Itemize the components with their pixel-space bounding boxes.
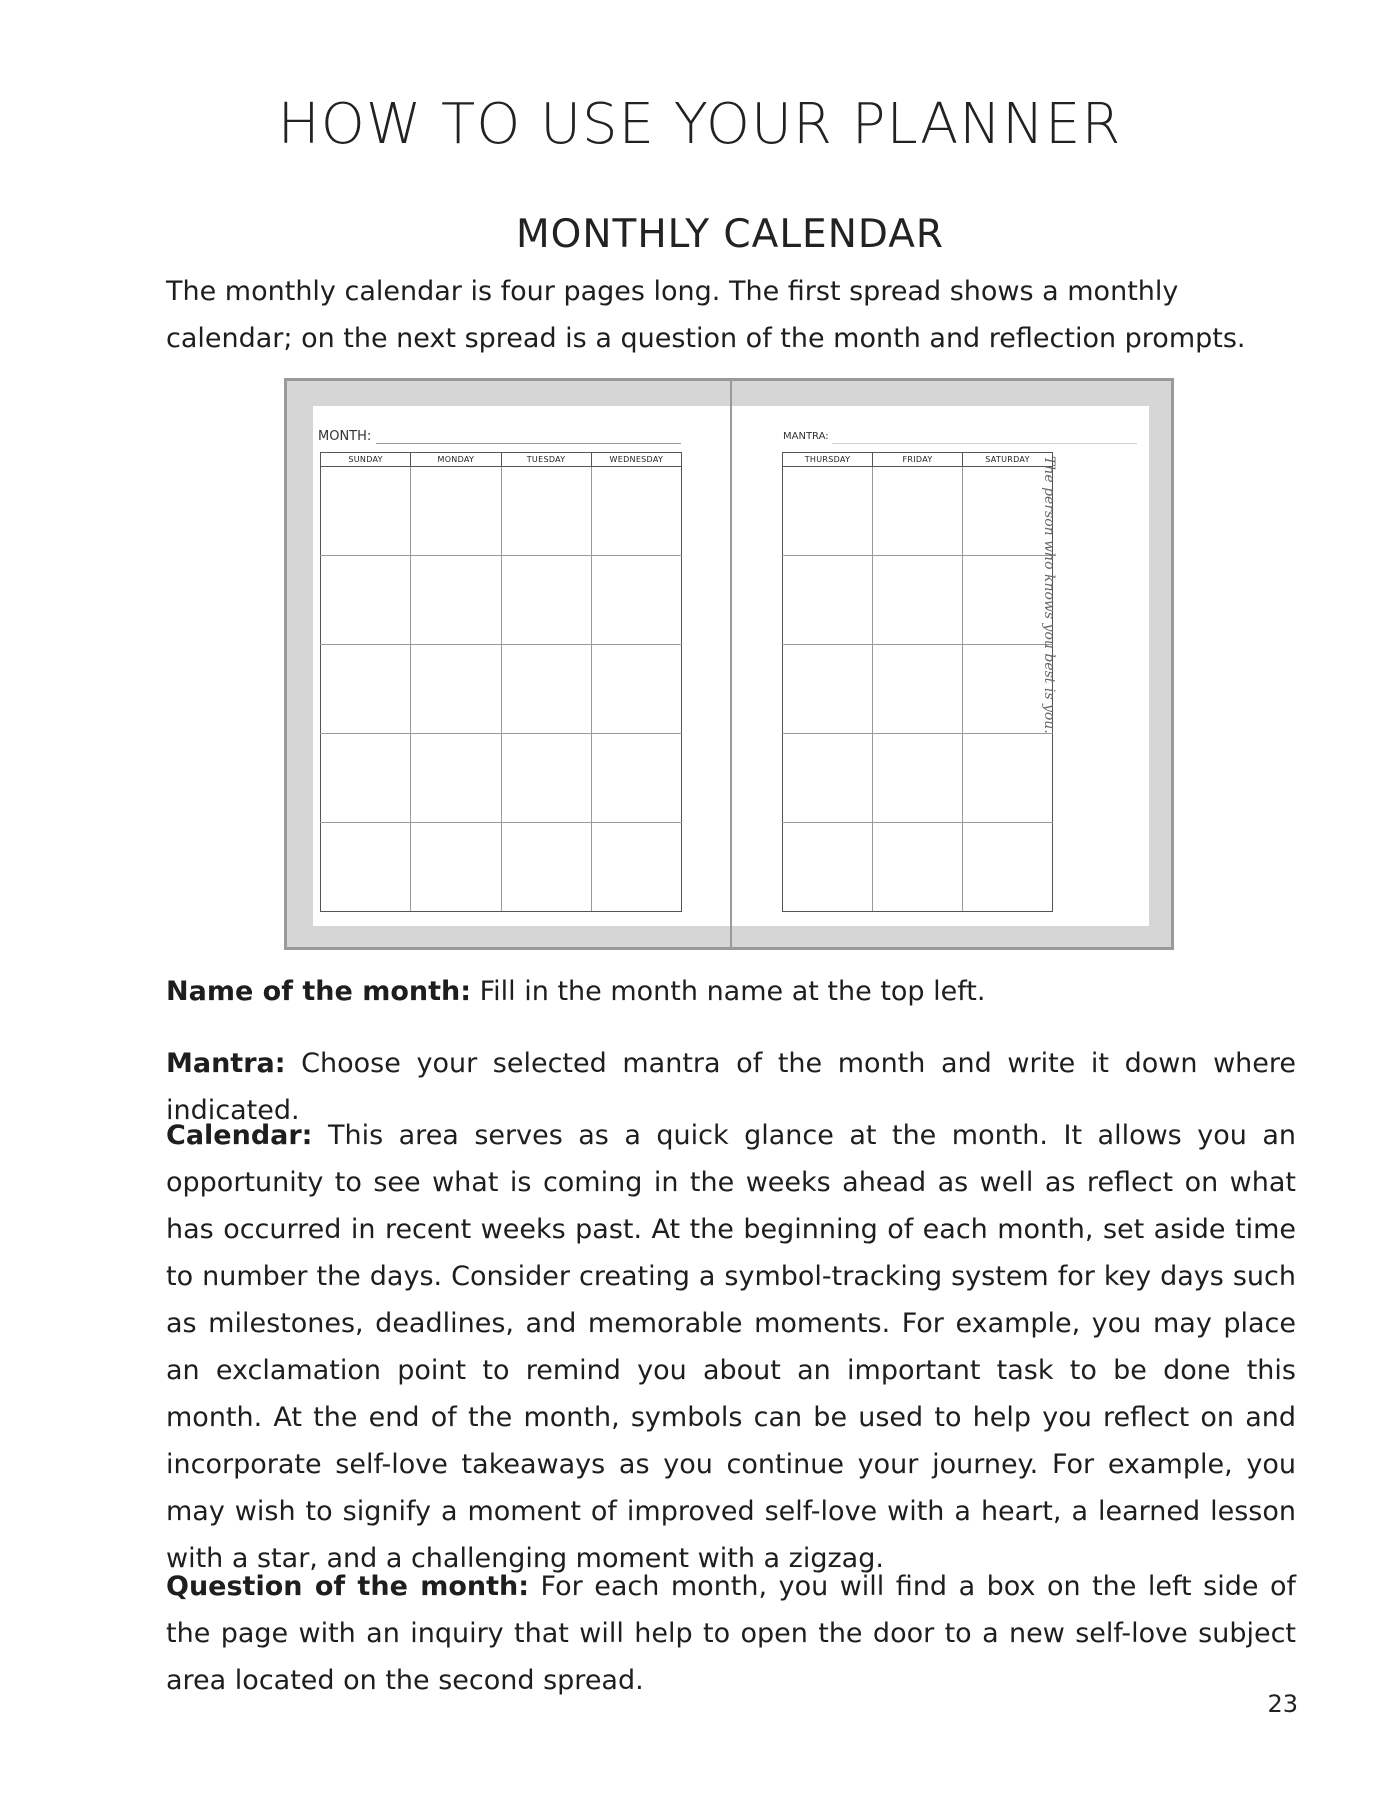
calendar-grid-left bbox=[320, 452, 682, 912]
day-cell bbox=[873, 467, 963, 556]
question-heading: Question of the month: bbox=[166, 1571, 530, 1602]
day-header-wednesday: WEDNESDAY bbox=[591, 453, 681, 467]
calendar-grid-right bbox=[782, 452, 1053, 912]
calendar-text: This area serves as a quick glance at the month. It allows you an opportunity to see what is coming in the weeks ahead as well as reflect on what has occurred in recent weeks past. At the beginning of each month, set aside time to number the days. Consider creating a symbol-tracking system for key days such as milestones, deadlines, and memorable moments. For example, you may place an exclamation point to remind you about an important task to be done this month. At the end of the month, symbols can be used to help you reflect on and incorporate self-love takeaways as you continue your journey. For example, you may wish to signify a moment of improved self-love with a heart, a learned lesson with a star, and a challenging moment with a zigzag. bbox=[166, 1120, 1296, 1574]
day-header-tuesday: TUESDAY bbox=[501, 453, 591, 467]
page-title: HOW TO USE YOUR PLANNER bbox=[277, 92, 1122, 157]
mantra-heading: Mantra: bbox=[166, 1048, 286, 1079]
day-cell bbox=[873, 556, 963, 645]
name-of-month-text: Fill in the month name at the top left. bbox=[471, 976, 986, 1007]
day-cell bbox=[783, 823, 873, 912]
day-cell bbox=[411, 556, 501, 645]
day-cell bbox=[591, 645, 681, 734]
day-cell bbox=[501, 556, 591, 645]
mantra-label: MANTRA: bbox=[783, 431, 829, 442]
mantra-line bbox=[832, 443, 1137, 444]
day-cell bbox=[321, 467, 411, 556]
day-cell bbox=[591, 823, 681, 912]
day-header-sunday: SUNDAY bbox=[321, 453, 411, 467]
day-cell bbox=[783, 467, 873, 556]
day-cell bbox=[591, 556, 681, 645]
day-cell bbox=[321, 645, 411, 734]
question-text: For each month, you will find a box on the left side of the page with an inquiry that will help to open the door to a new self-love subject area located on the second spread. bbox=[166, 1571, 1296, 1696]
intro-paragraph: The monthly calendar is four pages long. The first spread shows a monthly calendar; on the next spread is a question of the month and reflection prompts. bbox=[166, 276, 1246, 354]
day-header-monday: MONDAY bbox=[411, 453, 501, 467]
mantra-quote: The person who knows you best is you. bbox=[1041, 456, 1057, 734]
day-cell bbox=[411, 645, 501, 734]
day-cell bbox=[501, 734, 591, 823]
section-title: MONTHLY CALENDAR bbox=[515, 212, 944, 257]
right-page bbox=[732, 406, 1149, 926]
day-cell bbox=[411, 823, 501, 912]
day-header-thursday: THURSDAY bbox=[783, 453, 873, 467]
day-cell bbox=[783, 556, 873, 645]
mantra-text: Choose your selected mantra of the month and write it down where indicated. bbox=[166, 1048, 1296, 1126]
day-cell bbox=[873, 645, 963, 734]
day-header-saturday: SATURDAY bbox=[963, 453, 1053, 467]
page-number: 23 bbox=[1267, 1690, 1298, 1718]
left-page bbox=[313, 406, 730, 926]
day-cell bbox=[783, 645, 873, 734]
day-cell bbox=[501, 645, 591, 734]
day-cell bbox=[321, 734, 411, 823]
day-header-friday: FRIDAY bbox=[873, 453, 963, 467]
day-cell bbox=[873, 823, 963, 912]
day-cell bbox=[783, 734, 873, 823]
day-cell bbox=[321, 823, 411, 912]
day-cell bbox=[963, 823, 1053, 912]
day-cell bbox=[321, 556, 411, 645]
day-cell bbox=[501, 467, 591, 556]
day-cell bbox=[873, 734, 963, 823]
day-cell bbox=[963, 734, 1053, 823]
calendar-paragraph bbox=[166, 1112, 1296, 1582]
name-of-month-label: Name of the month: bbox=[166, 976, 472, 1007]
day-cell bbox=[591, 734, 681, 823]
planner-spread-illustration bbox=[284, 378, 1174, 950]
day-cell bbox=[411, 467, 501, 556]
calendar-heading: Calendar: bbox=[166, 1120, 313, 1151]
name-of-month-paragraph bbox=[166, 968, 1296, 1015]
question-paragraph bbox=[166, 1563, 1296, 1704]
month-line bbox=[376, 443, 681, 444]
day-cell bbox=[591, 467, 681, 556]
month-label: MONTH: bbox=[318, 429, 372, 444]
day-cell bbox=[501, 823, 591, 912]
day-cell bbox=[411, 734, 501, 823]
